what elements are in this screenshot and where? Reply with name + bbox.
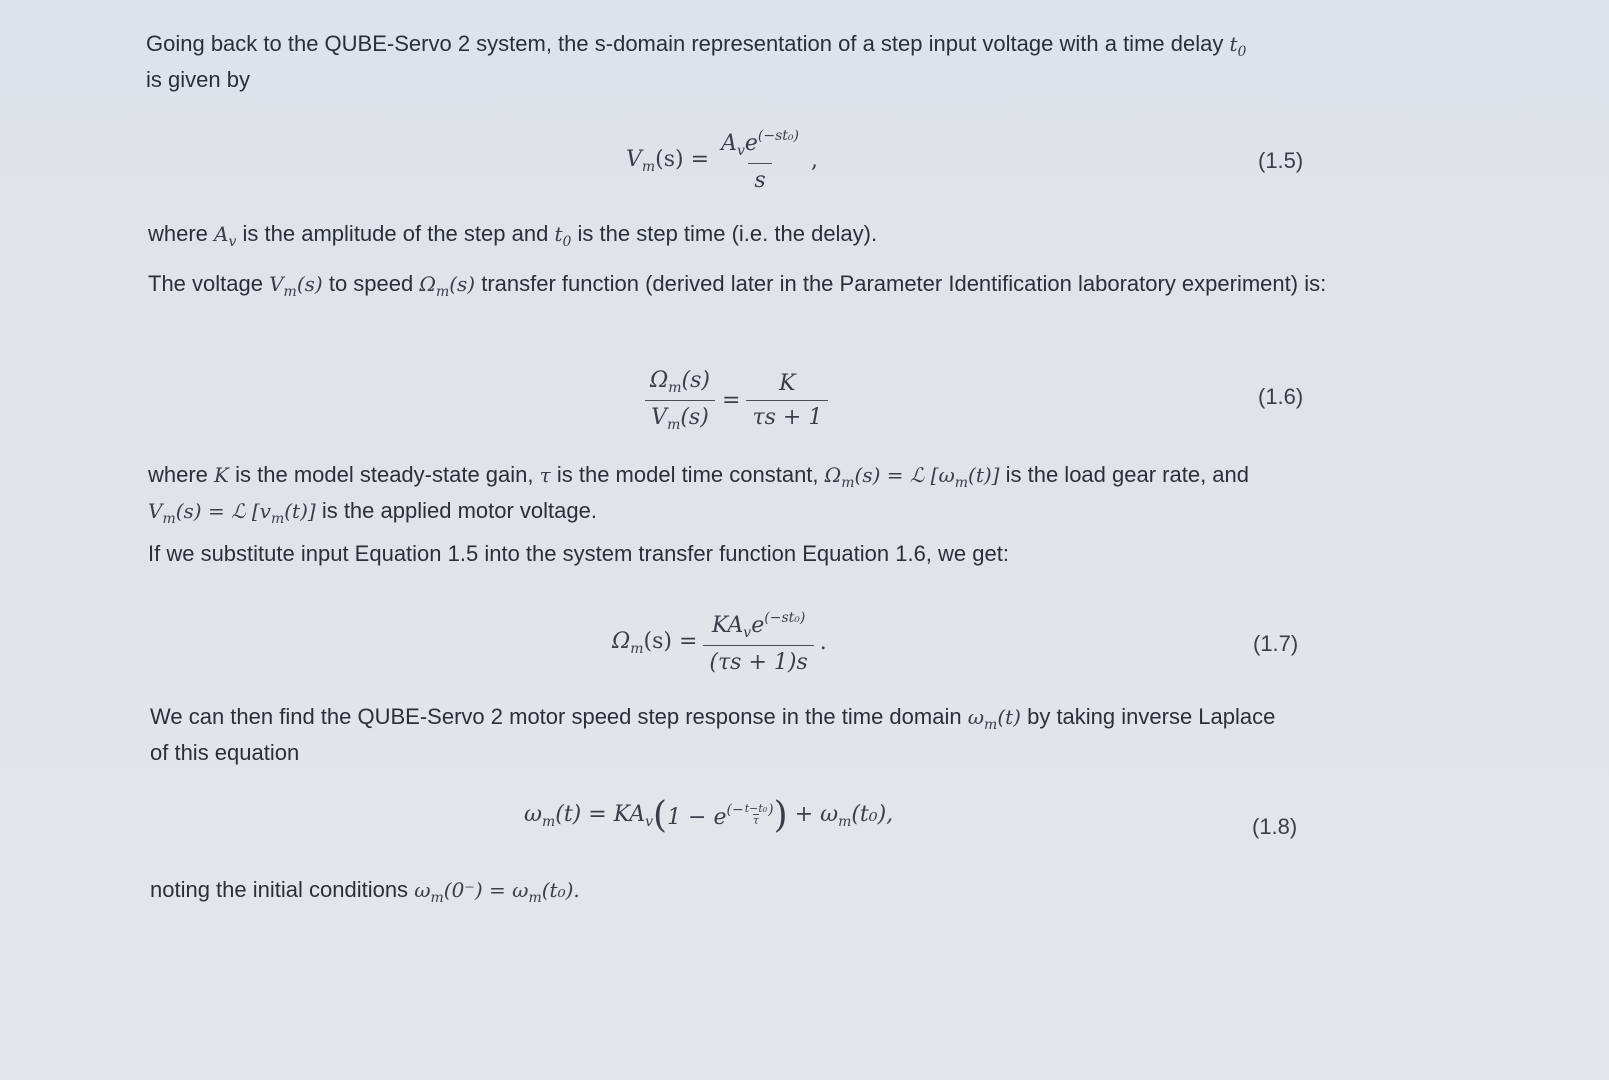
- equation-1-7: $\Omega_m(s)$ = $\frac{KA_ve^{(-st_0)}}{(\tau s + 1)s}$ .: [612, 610, 827, 675]
- intro-line2: is given by: [146, 67, 250, 92]
- eq16-right-fraction: $\frac{K}{\tau s + 1}$: [746, 371, 828, 430]
- equation-number-1-6: (1.6): [1258, 384, 1304, 409]
- speed-symbol: $\Omega_m(s)$: [419, 272, 476, 300]
- eq15-denominator: s: [748, 163, 771, 193]
- delay-symbol: $t_0$: [1229, 32, 1247, 60]
- equation-1-6: $\frac{\Omega_m(s)}{V_m(s)}$ = $\frac{K}{\tau s + 1}$: [638, 368, 834, 433]
- eq15-comma: ,: [810, 148, 818, 173]
- intro-paragraph: [146, 30, 1341, 93]
- intro-text: Going back to the QUBE-Servo 2 system, the s-domain representation of a step input voltage with a time delay: [146, 31, 1224, 56]
- amplitude-symbol: $A_v$: [214, 222, 237, 250]
- transfer-function-paragraph: The voltage $V_m(s)$ to speed $\Omega_m(s)$ transfer function (derived later in the Parameter Identification laboratory experiment) is:: [148, 271, 1327, 300]
- equation-number-1-7: (1.7): [1253, 631, 1299, 656]
- equation-1-5: [626, 128, 818, 193]
- eq16-left-fraction: $\frac{\Omega_m(s)}{V_m(s)}$: [644, 368, 716, 433]
- eq15-fraction: [715, 128, 805, 193]
- voltage-symbol: $V_m(s)$: [269, 272, 323, 300]
- eq15-lhs: $V_m(s)$ =: [626, 146, 710, 175]
- inverse-laplace-paragraph: We can then find the QUBE-Servo 2 motor speed step response in the time domain $\omega_m(t)$ by taking inverse Laplace of this equation: [150, 704, 1276, 765]
- step-time-symbol: $t_0$: [554, 222, 572, 250]
- equation-1-8: $\omega_m(t) = KA_v$ ( 1 − e(− $\frac{\text{t−t₀}}{\tau}$ ) ) + $\omega_m(t_0)$,: [524, 795, 894, 836]
- substitute-paragraph: If we substitute input Equation 1.5 into the system transfer function Equation 1.6, we get:: [148, 541, 1009, 566]
- equation-number-1-5: (1.5): [1258, 148, 1304, 173]
- amplitude-paragraph: where $A_v$ is the amplitude of the step and $t_0$ is the step time (i.e. the delay).: [148, 221, 878, 250]
- definitions-paragraph: where K is the model steady-state gain, τ is the model time constant, $\Omega_m(s)$ = ℒ $[\omega_m(t)]$ is the load gear rate, and $V_m(s)$ = ℒ $[v_m(t)]$ is the applied motor voltage.: [148, 462, 1249, 527]
- eq15-numerator: $A_ve^{(-st_0)}$: [721, 128, 799, 159]
- equation-number-1-8: (1.8): [1252, 814, 1298, 839]
- initial-conditions-paragraph: noting the initial conditions $\omega_m(0^-) = \omega_m(t_0)$.: [150, 877, 580, 906]
- voltage-definition: $V_m(s)$ = ℒ $[v_m(t)]$: [148, 499, 316, 527]
- eq17-fraction: $\frac{KA_ve^{(-st_0)}}{(\tau s + 1)s}$: [703, 610, 813, 675]
- speed-definition: $\Omega_m(s)$ = ℒ $[\omega_m(t)]$: [824, 463, 1000, 491]
- initial-condition: $\omega_m(0^-) = \omega_m(t_0)$.: [414, 878, 580, 906]
